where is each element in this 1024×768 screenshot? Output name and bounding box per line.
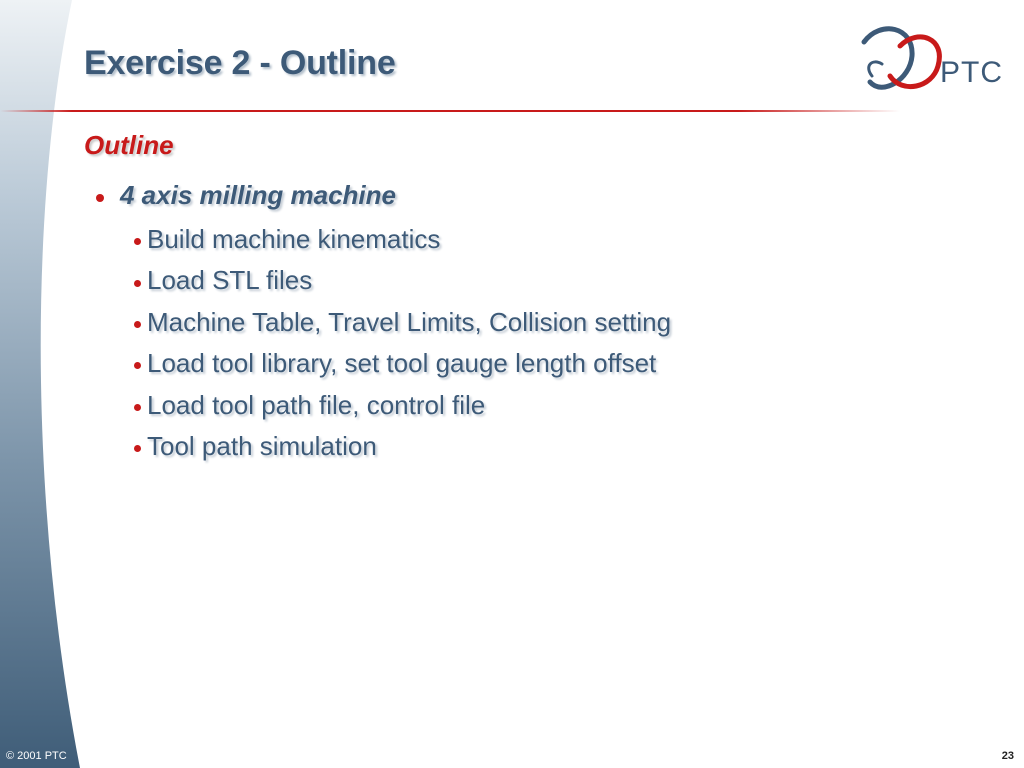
list-item-text: Machine Table, Travel Limits, Collision setting [147,306,672,337]
bullet-dot-icon [134,280,141,287]
bullet-dot-icon [134,238,141,245]
bullet-dot-icon [134,362,141,369]
list-item [134,265,671,306]
bullet-level1-text: 4 axis milling machine [120,180,396,210]
copyright-footer: © 2001 PTC [6,750,67,762]
list-item-text: Load STL files [147,265,313,296]
sidebar-gradient [0,0,90,768]
bullet-dot-icon [134,404,141,411]
bullet-level1 [96,180,396,211]
bullet-dot-icon [96,194,104,202]
list-item [134,431,671,472]
bullet-dot-icon [134,445,141,452]
list-item [134,307,671,348]
logo-text: PTC [940,56,1003,89]
bullet-dot-icon [134,321,141,328]
list-item-text: Load tool path file, control file [147,389,486,420]
list-item [134,224,671,265]
list-item [134,348,671,389]
title-divider [0,110,900,112]
list-item-text: Tool path simulation [147,430,377,461]
list-item-text: Load tool library, set tool gauge length offset [147,348,657,379]
bullet-list-level2 [134,224,671,472]
page-number: 23 [1001,750,1014,762]
section-heading: Outline [84,130,174,160]
slide-title: Exercise 2 - Outline [84,44,396,82]
list-item [134,390,671,431]
list-item-text: Build machine kinematics [147,224,441,254]
